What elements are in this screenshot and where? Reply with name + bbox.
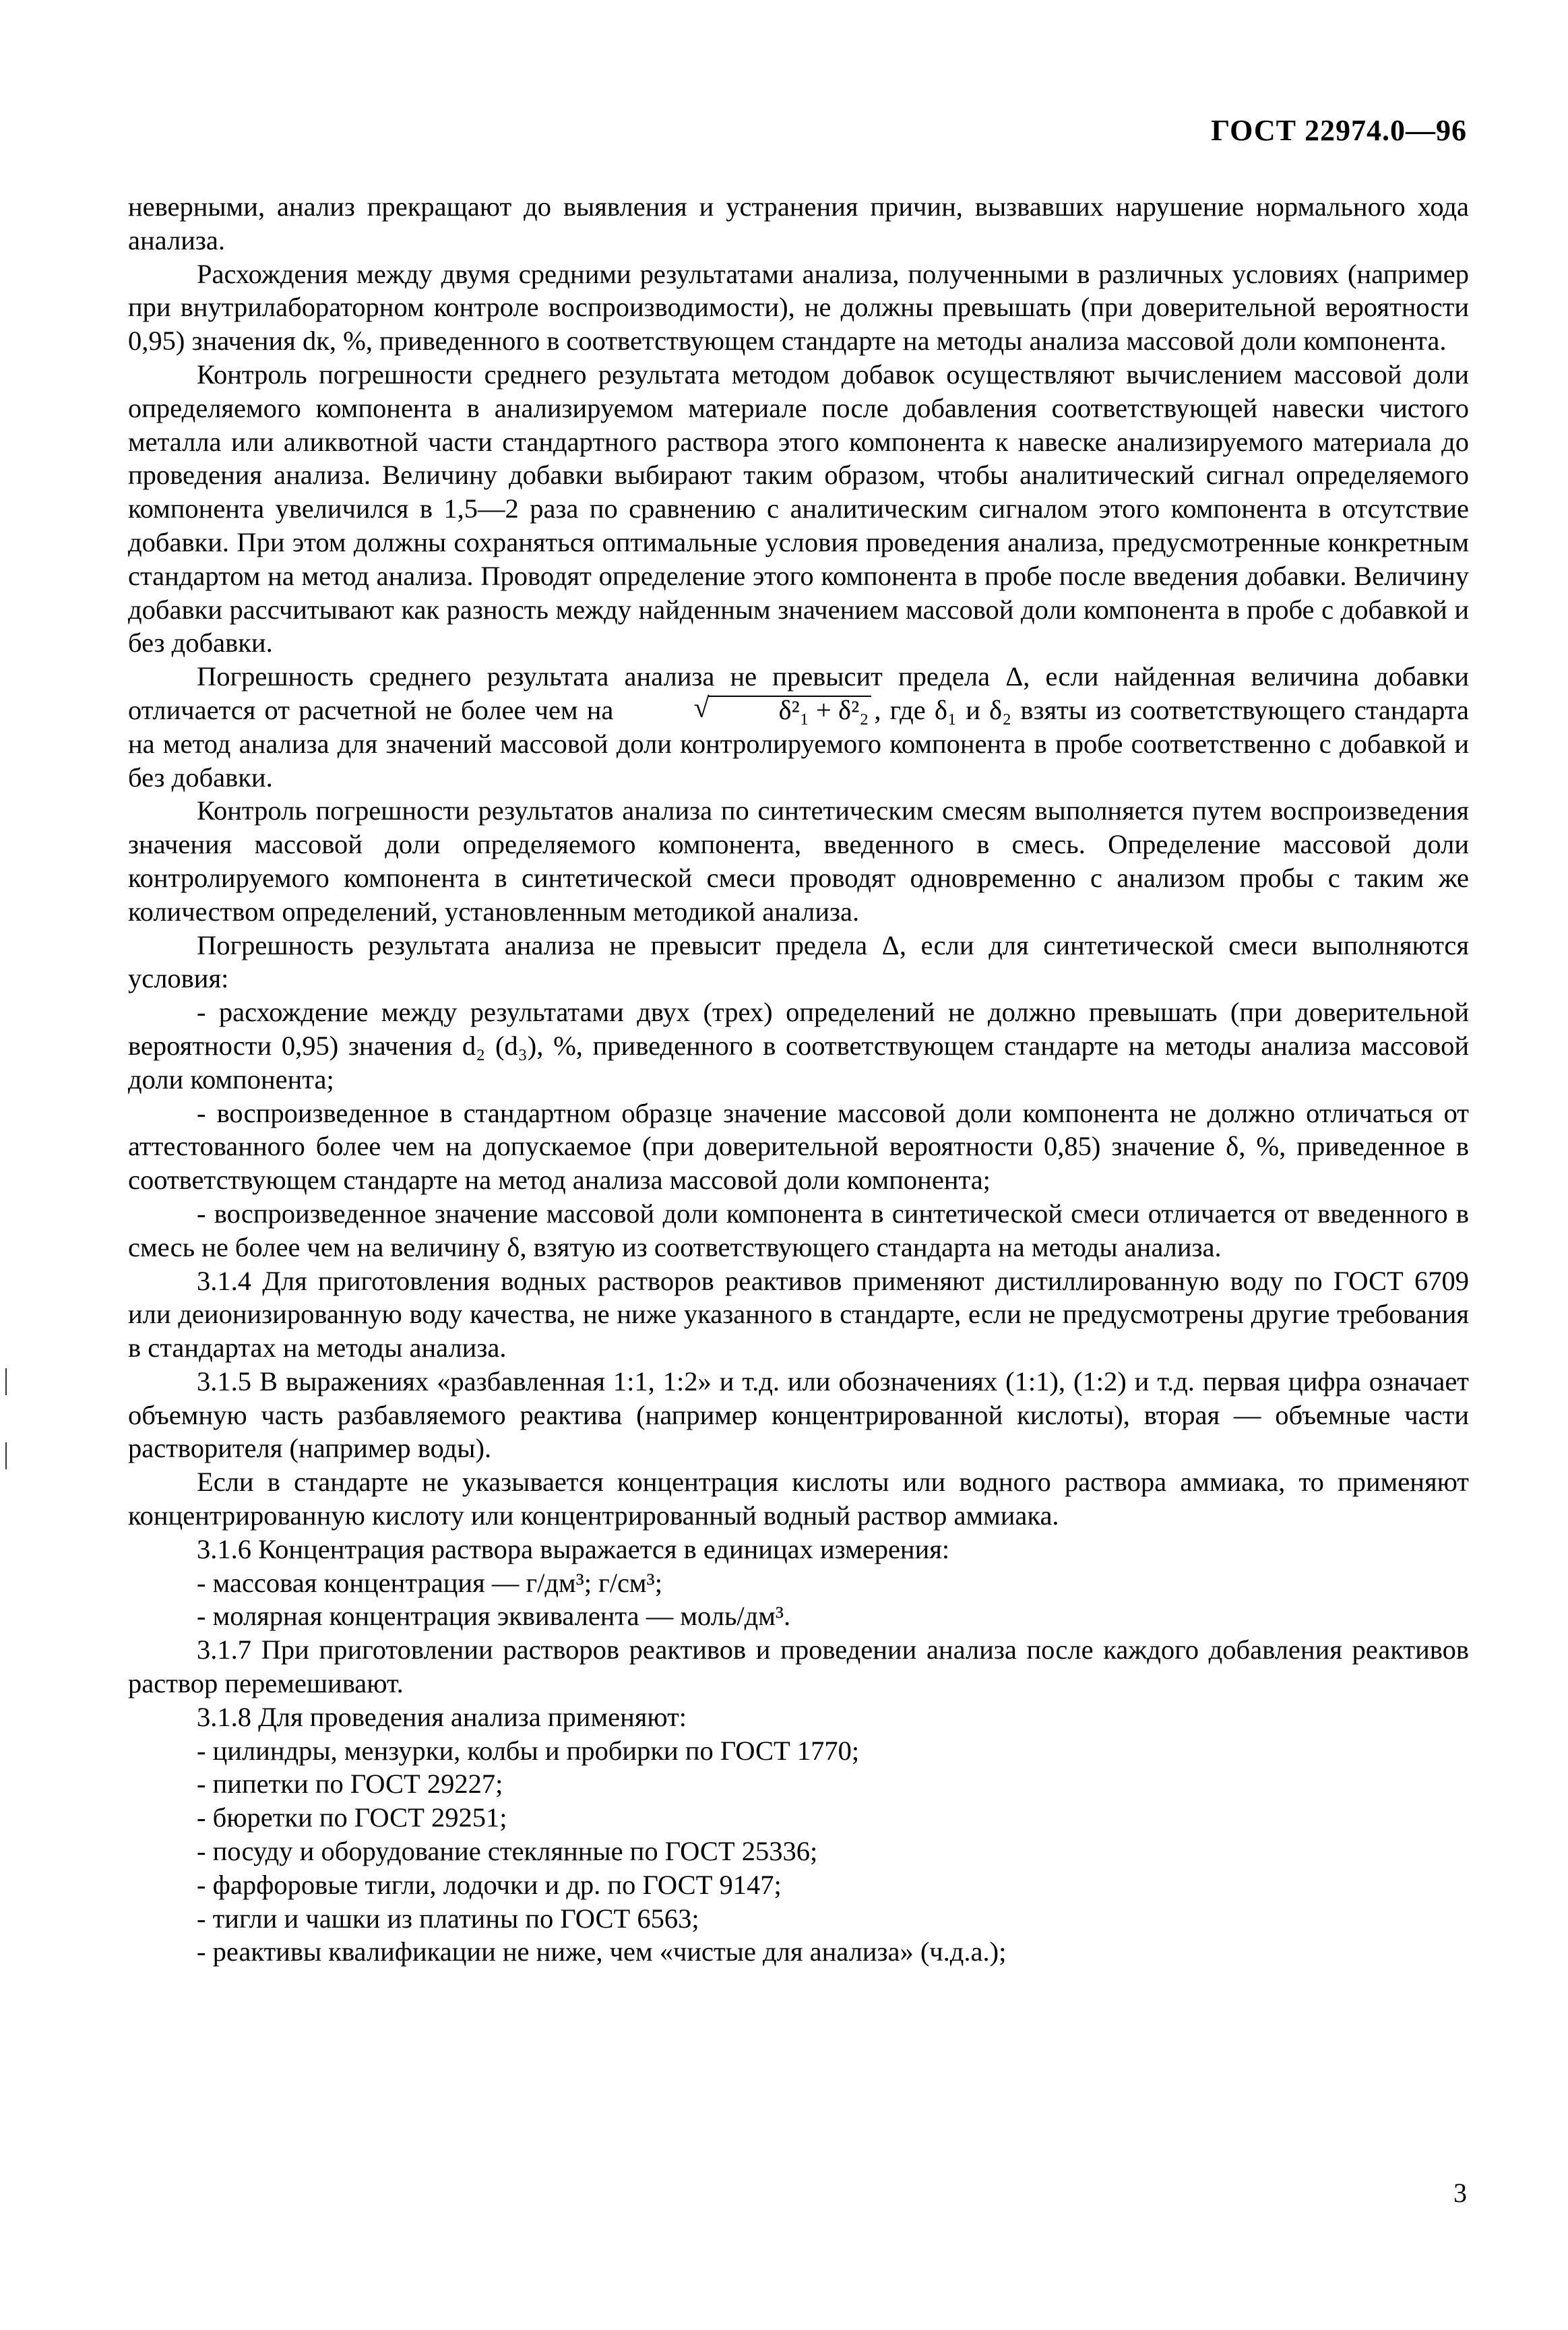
paragraph-with-formula <box>128 660 1469 794</box>
document-header: ГОСТ 22974.0—96 <box>1211 114 1467 147</box>
section-3-1-6: 3.1.6 Концентрация раствора выражается в единицах измерения: <box>197 1533 950 1564</box>
document-body <box>128 190 1469 1969</box>
list-item: - реактивы квалификации не ниже, чем «чистые для анализа» (ч.д.а.); <box>197 1936 1007 1967</box>
section-3-1-8: 3.1.8 Для проведения анализа применяют: <box>197 1701 687 1732</box>
section-3-1-5: 3.1.5 В выражениях «разбавленная 1:1, 1:2» и т.д. или обозначениях (1:1), (1:2) и т.д. первая цифра означает объемную часть разбавляемого реактива (например концентрированной кислоты), вторая — объемные части растворителя (например воды). <box>128 1366 1469 1464</box>
paragraph: Если в стандарте не указывается концентрация кислоты или водного раствора аммиака, то применяют концентрированную кислоту или концентрированный водный раствор аммиака. <box>128 1467 1469 1531</box>
list-item: - расхождение между результатами двух (трех) определений не должно превышать (при доверительной вероятности 0,95) значения d₂ (d₃), %, приведенного в соответствующем стандарте на методы анализа массовой доли компонента; <box>128 997 1469 1095</box>
section-3-1-4: 3.1.4 Для приготовления водных растворов реактивов применяют дистиллированную воду по ГОСТ 6709 или деионизированную воду качества, не ниже указанного в стандарте, если не предусмотрены другие требования в стандартах на методы анализа. <box>128 1265 1469 1363</box>
paragraph: неверными, анализ прекращают до выявления и устранения причин, вызвавших нарушение нормального хода анализа. <box>128 191 1469 255</box>
list-item: - массовая концентрация — г/дм³; г/см³; <box>197 1567 662 1598</box>
list-item: - тигли и чашки из платины по ГОСТ 6563; <box>197 1903 699 1934</box>
paragraph: Погрешность результата анализа не превысит предела Δ, если для синтетической смеси выполняются условия: <box>128 929 1469 994</box>
paragraph: Контроль погрешности среднего результата методом добавок осуществляют вычислением массовой доли определяемого компонента в анализируемом материале после добавления соответствующей навески чистого металла или аликвотной части стандартного раствора этого компонента к навеске анализируемого материала до проведения анализа. Величину добавки выбирают таким образом, чтобы аналитический сигнал определяемого компонента увеличился в 1,5—2 раза по сравнению с аналитическим сигналом этого компонента в отсутствие добавки. При этом должны сохраняться оптимальные условия проведения анализа, предусмотренные конкретным стандартом на метод анализа. Проводят определение этого компонента в пробе после введения добавки. Величину добавки рассчитывают как разность между найденным значением массовой доли компонента в пробе с добавкой и без добавки. <box>128 359 1469 658</box>
list-item: - молярная концентрация эквивалента — моль/дм³. <box>197 1601 791 1632</box>
scan-margin-mark <box>5 1368 7 1395</box>
section-3-1-7: 3.1.7 При приготовлении растворов реактивов и проведении анализа после каждого добавления реактивов раствор перемешивают. <box>128 1634 1469 1699</box>
list-item: - посуду и оборудование стеклянные по ГОСТ 25336; <box>197 1836 818 1867</box>
list-item: - фарфоровые тигли, лодочки и др. по ГОСТ 9147; <box>197 1869 782 1900</box>
page-number: 3 <box>1453 2178 1467 2208</box>
list-item: - воспроизведенное значение массовой доли компонента в синтетической смеси отличается от введенного в смесь не более чем на величину δ, взятую из соответствующего стандарта на методы анализа. <box>128 1198 1469 1262</box>
scan-margin-mark <box>5 1442 7 1469</box>
paragraph-text: , где δ₁ и δ₂ взяты из соответствующего стандарта на метод анализа для значений массовой доли контролируемого компонента в пробе соответственно с добавкой и без добавки. <box>128 694 1469 793</box>
list-item: - пипетки по ГОСТ 29227; <box>197 1769 503 1800</box>
paragraph: Контроль погрешности результатов анализа по синтетическим смесям выполняется путем воспроизведения значения массовой доли определяемого компонента, введенного в смесь. Определение массовой доли контролируемого компонента в синтетической смеси проводят одновременно с анализом пробы с таким же количеством определений, установленным методикой анализа. <box>128 795 1469 927</box>
list-item: - воспроизведенное в стандартном образце значение массовой доли компонента не должно отличаться от аттестованного более чем на допускаемое (при доверительной вероятности 0,85) значение δ, %, приведенное в соответствующем стандарте на метод анализа массовой доли компонента; <box>128 1097 1469 1196</box>
list-item: - цилиндры, мензурки, колбы и пробирки по ГОСТ 1770; <box>197 1735 860 1766</box>
formula-radicand: δ²₁ + δ²₂ <box>708 696 872 724</box>
list-item: - бюретки по ГОСТ 29251; <box>197 1802 507 1833</box>
square-root-formula <box>625 694 872 727</box>
paragraph-text: Погрешность среднего результата анализа не превысит предела Δ, если найденная величина добавки отличается от расчетной не более чем на <box>128 661 1469 725</box>
paragraph: Расхождения между двумя средними результатами анализа, полученными в различных условиях (например при внутрилабораторном контроле воспроизводимости), не должны превышать (при доверительной вероятности 0,95) значения dк, %, приведенного в соответствующем стандарте на методы анализа массовой доли компонента. <box>128 258 1469 357</box>
